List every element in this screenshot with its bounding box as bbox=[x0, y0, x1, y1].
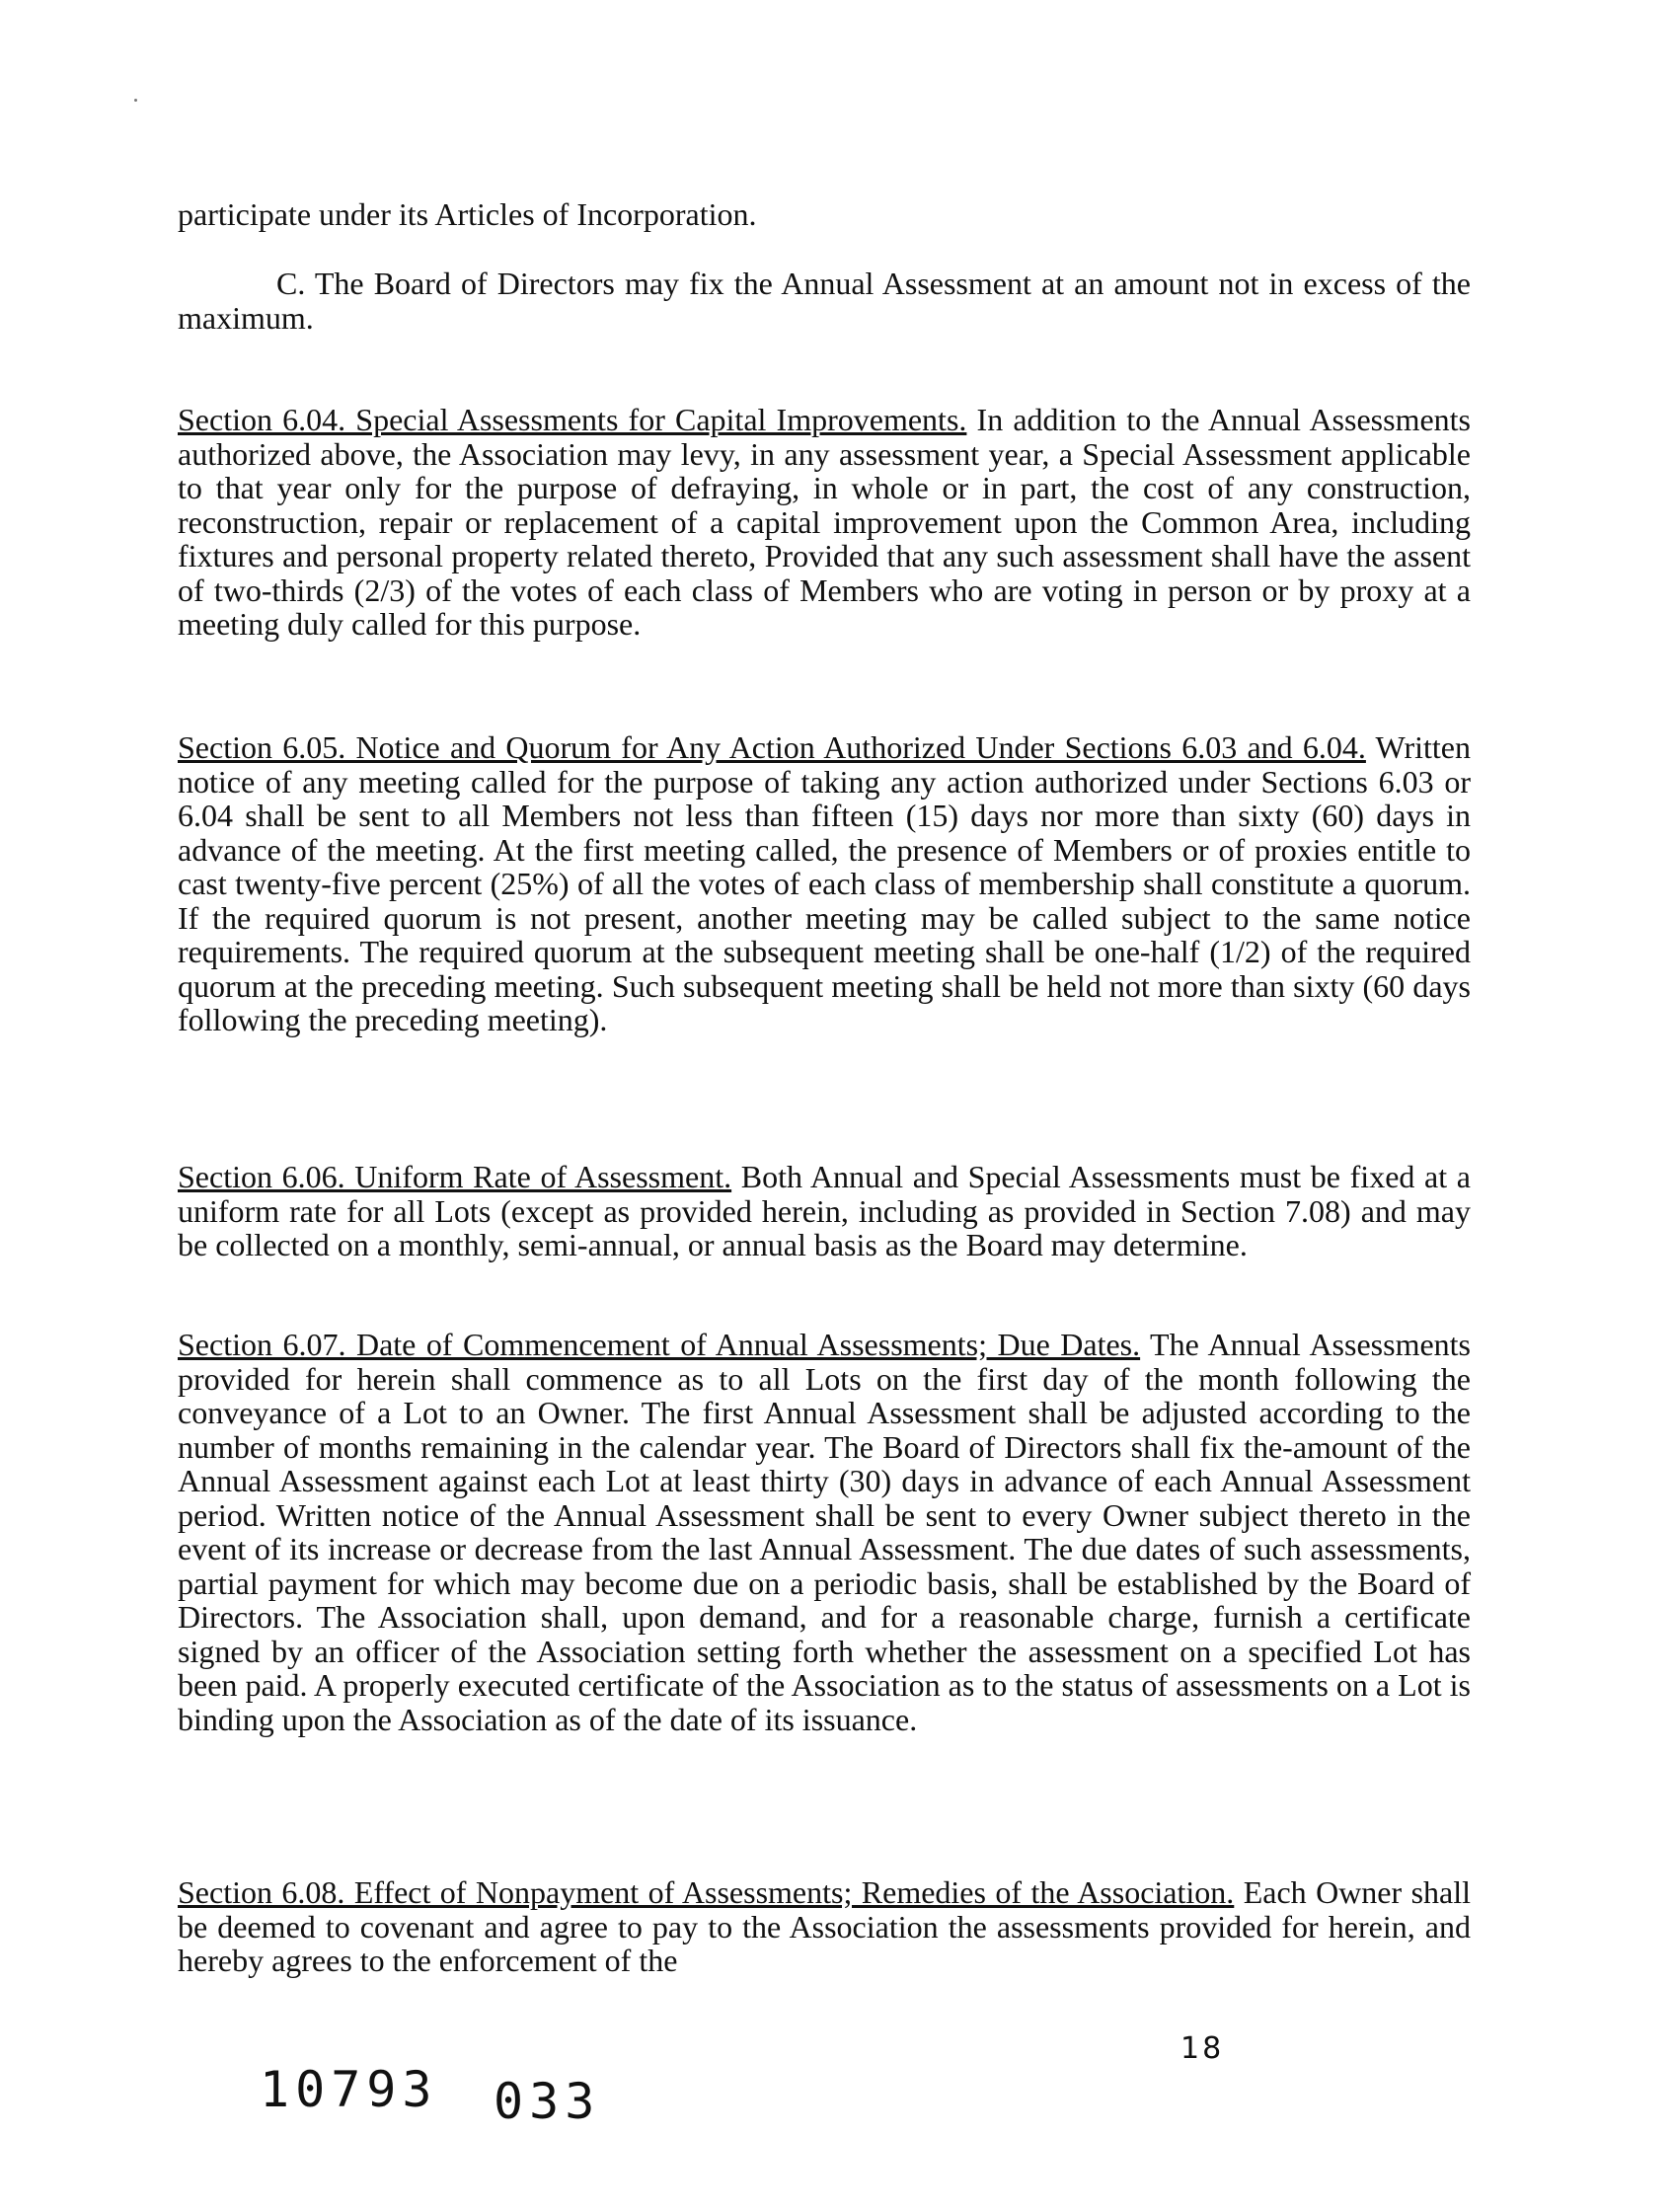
recording-stamp-page: 033 bbox=[494, 2073, 601, 2130]
item-c-paragraph: C. The Board of Directors may fix the Annual Assessment at an amount not in excess of the maximum. bbox=[178, 266, 1471, 336]
page-number: 18 bbox=[1180, 2031, 1225, 2066]
recording-stamp-book: 10793 bbox=[260, 2061, 438, 2118]
continuation-text: participate under its Articles of Incorporation. bbox=[178, 196, 757, 232]
section-6-06-heading: Section 6.06. Uniform Rate of Assessment. bbox=[178, 1159, 732, 1194]
section-6-07 bbox=[178, 1328, 1471, 1736]
section-6-06 bbox=[178, 1160, 1471, 1262]
section-6-04-heading: Section 6.04. Special Assessments for Capital Improvements. bbox=[178, 402, 967, 437]
section-6-05-heading: Section 6.05. Notice and Quorum for Any Action Authorized Under Sections 6.03 and 6.04. bbox=[178, 729, 1366, 765]
section-6-08-body: Each Owner shall be deemed to covenant and agree to pay to the Association the assessments provided for herein, and hereby agrees to the enforcement of the bbox=[178, 1874, 1472, 1978]
section-6-05 bbox=[178, 730, 1471, 1037]
section-6-04 bbox=[178, 403, 1471, 642]
section-6-06-body: Both Annual and Special Assessments must be fixed at a uniform rate for all Lots (except as provided herein, including as provided in Section 7.08) and may be collected on a monthly, semi-annual, or annual basis as the Board may determine. bbox=[178, 1159, 1472, 1262]
section-6-07-heading: Section 6.07. Date of Commencement of Annual Assessments; Due Dates. bbox=[178, 1327, 1141, 1362]
section-6-07-body: The Annual Assessments provided for herein shall commence as to all Lots on the first day of the month following the conveyance of a Lot to an Owner. The first Annual Assessment shall be adjusted according to the number of months remaining in the calendar year. The Board of Directors shall fix the-amount of the Annual Assessment against each Lot at least thirty (30) days in advance of each Annual Assessment period. Written notice of the Annual Assessment shall be sent to every Owner subject thereto in the event of its increase or decrease from the last Annual Assessment. The due dates of such assessments, partial payment for which may become due on a periodic basis, shall be established by the Board of Directors. The Association shall, upon demand, and for a reasonable charge, furnish a certificate signed by an officer of the Association setting forth whether the assessment on a specified Lot has been paid. A properly executed certificate of the Association as to the status of assessments on a Lot is binding upon the Association as of the date of its issuance. bbox=[178, 1327, 1472, 1737]
section-6-08-heading: Section 6.08. Effect of Nonpayment of Assessments; Remedies of the Association. bbox=[178, 1874, 1235, 1910]
section-6-04-body: In addition to the Annual Assessments authorized above, the Association may levy, in any assessment year, a Special Assessment applicable to that year only for the purpose of defraying, in whole or in part, the cost of any construction, reconstruction, repair or replacement of a capital improvement upon the Common Area, including fixtures and personal property related thereto, Provided that any such assessment shall have the assent of two-thirds (2/3) of the votes of each class of Members who are voting in person or by proxy at a meeting duly called for this purpose. bbox=[178, 402, 1472, 642]
section-6-05-body: Written notice of any meeting called for the purpose of taking any action authorized under Sections 6.03 or 6.04 shall be sent to all Members not less than fifteen (15) days nor more than sixty (60) days in advance of the meeting. At the first meeting called, the presence of Members or of proxies entitle to cast twenty-five percent (25%) of all the votes of each class of membership shall constitute a quorum. If the required quorum is not present, another meeting may be called subject to the same notice requirements. The required quorum at the subsequent meeting shall be one-half (1/2) of the required quorum at the preceding meeting. Such subsequent meeting shall be held not more than sixty (60 days following the preceding meeting). bbox=[178, 729, 1472, 1037]
section-6-08 bbox=[178, 1875, 1471, 1978]
scan-speck bbox=[134, 99, 137, 102]
